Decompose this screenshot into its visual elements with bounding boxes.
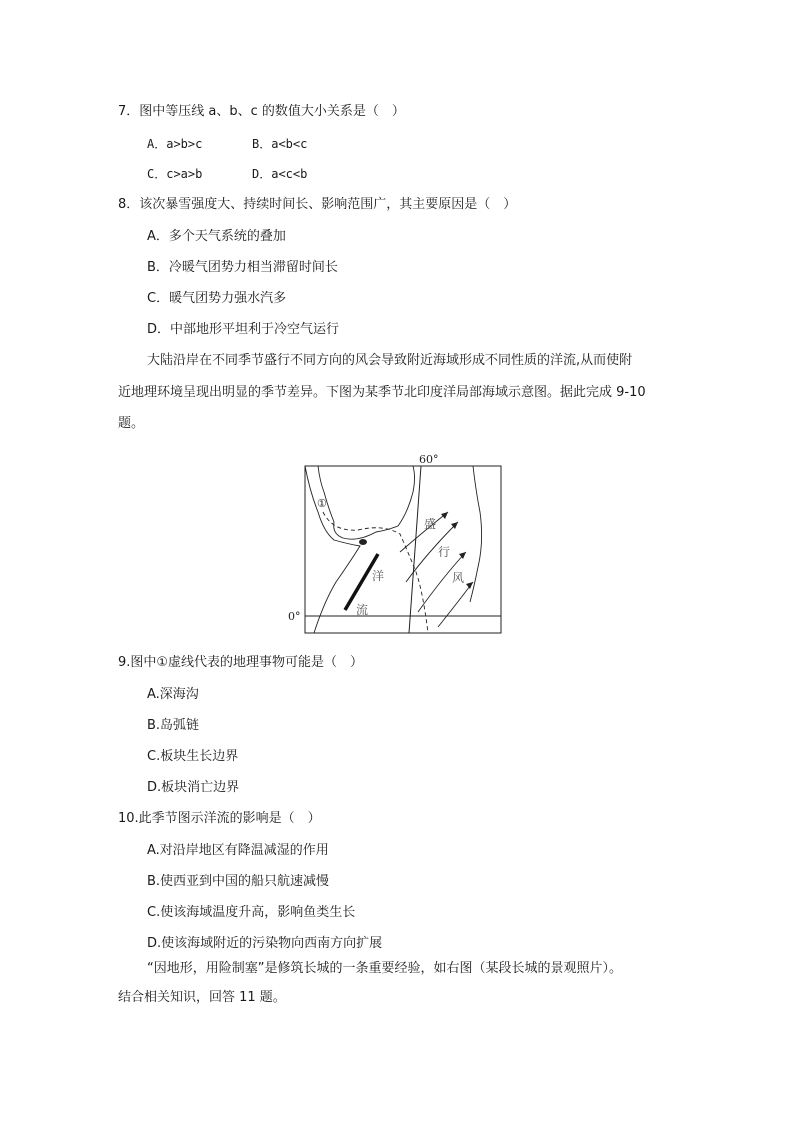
passage-1-line-2: 近地理环境呈现出明显的季节差异。下图为某季节北印度洋局部海域示意图。据此完成 9-10: [118, 385, 646, 400]
question-8-stem: 8．该次暴雪强度大、持续时间长、影响范围广，其主要原因是（ ）: [118, 197, 517, 212]
q10-option-c: C.使该海域温度升高，影响鱼类生长: [147, 905, 356, 920]
india-coastline: [470, 466, 482, 602]
current-char-2: 流: [356, 603, 369, 617]
island-marker: [359, 539, 367, 545]
meridian-60-line: [409, 466, 421, 633]
passage-2-line-1: “因地形，用险制塞”是修筑长城的一条重要经验，如右图（某段长城的景观照片）。: [147, 961, 622, 976]
q10-option-d: D.使该海域附近的污染物向西南方向扩展: [147, 936, 383, 951]
wind-char-2: 行: [438, 545, 451, 559]
wind-char-3: 风: [452, 571, 465, 585]
question-7-stem: 7．图中等压线 a、b、c 的数值大小关系是（ ）: [118, 104, 405, 119]
q7-option-a: A．a>b>c: [147, 137, 203, 151]
q8-option-b: B．冷暖气团势力相当滞留时间长: [147, 260, 338, 275]
q9-option-b: B.岛弧链: [147, 718, 200, 733]
wind-char-1: 盛: [424, 517, 437, 531]
q8-option-a: A．多个天气系统的叠加: [147, 229, 286, 244]
q7-option-b: B．a<b<c: [252, 137, 308, 151]
passage-1-line-3: 题。: [118, 416, 145, 431]
q7-option-d: D．a<c<b: [252, 167, 308, 181]
q7-option-c: C．c>a>b: [147, 167, 203, 181]
q8-option-c: C．暖气团势力强水汽多: [147, 291, 287, 306]
current-char-1: 洋: [372, 569, 385, 583]
passage-2-line-2: 结合相关知识，回答 11 题。: [118, 990, 286, 1005]
q9-option-d: D.板块消亡边界: [147, 780, 240, 795]
longitude-label: 60°: [419, 453, 439, 466]
passage-1-line-1: 大陆沿岸在不同季节盛行不同方向的风会导致附近海域形成不同性质的洋流,从而使附: [147, 353, 633, 368]
q8-option-d: D．中部地形平坦利于冷空气运行: [147, 322, 340, 337]
q9-option-c: C.板块生长边界: [147, 749, 239, 764]
marker-label: ①: [317, 497, 327, 510]
question-9-stem: 9.图中①虚线代表的地理事物可能是（ ）: [118, 655, 364, 670]
question-10-stem: 10.此季节图示洋流的影响是（ ）: [118, 811, 321, 826]
latitude-label: 0°: [288, 610, 301, 623]
africa-coastline: [305, 466, 360, 633]
q10-option-a: A.对沿岸地区有降温减湿的作用: [147, 843, 329, 858]
q9-option-a: A.深海沟: [147, 687, 199, 702]
indian-ocean-map: [288, 452, 502, 634]
q10-option-b: B.使西亚到中国的船只航速减慢: [147, 874, 330, 889]
